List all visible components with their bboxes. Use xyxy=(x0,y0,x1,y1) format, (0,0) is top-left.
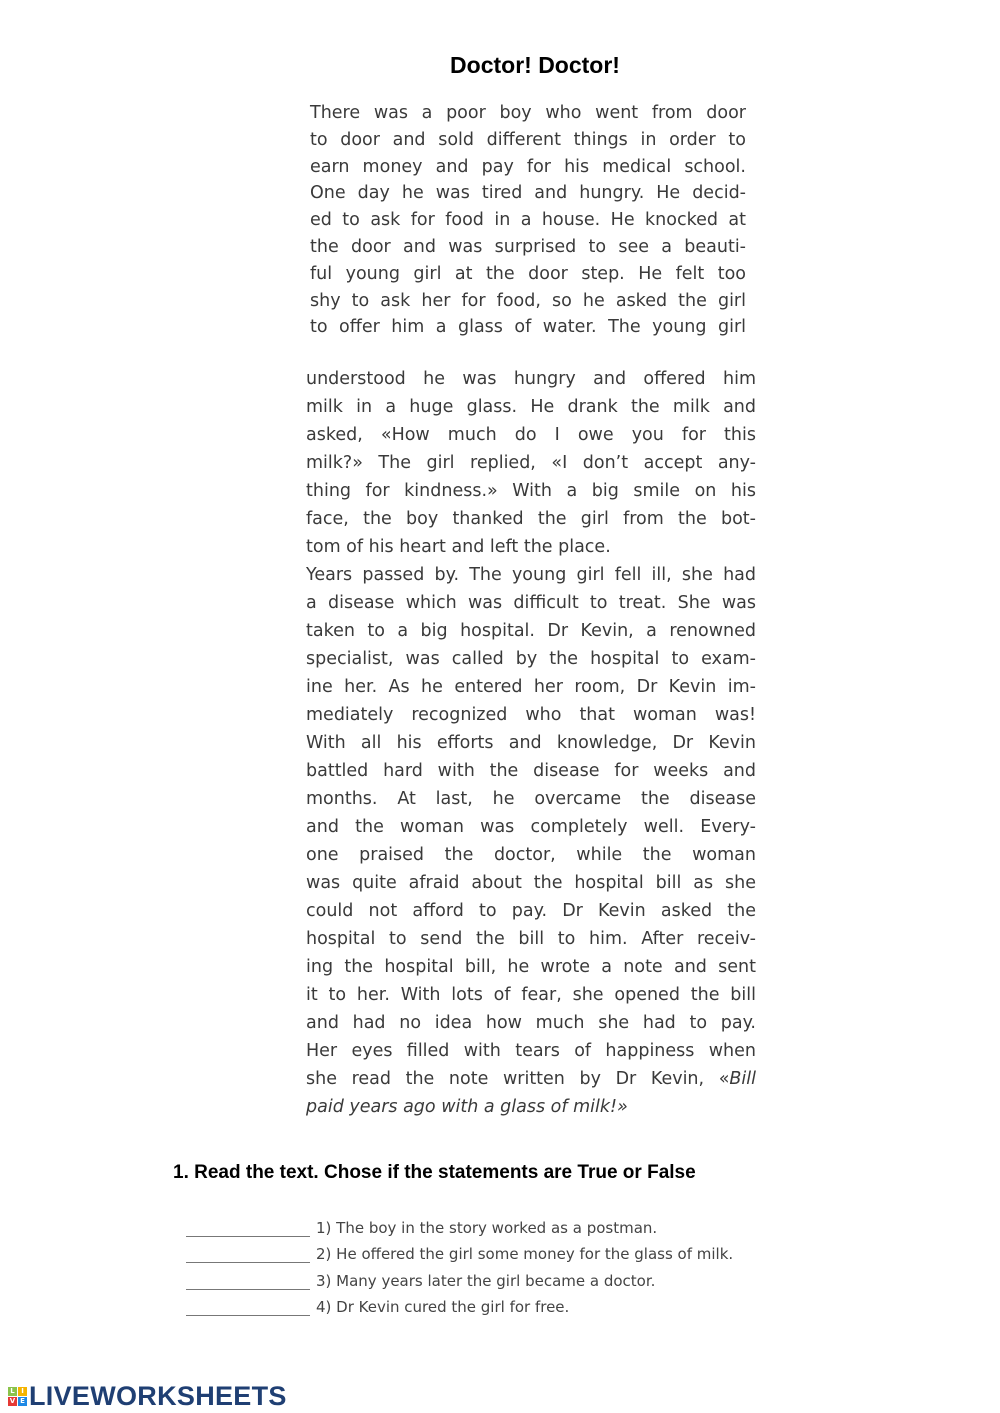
text-line: and had no idea how much she had to pay. xyxy=(306,1013,756,1033)
text-line: face, the boy thanked the girl from the bot- xyxy=(306,509,756,529)
text-line: ine her. As he entered her room, Dr Kevin im- xyxy=(306,677,756,697)
statement-text: 1) The boy in the story worked as a postman. xyxy=(316,1218,658,1237)
text-line: There was a poor boy who went from door xyxy=(310,103,746,123)
answer-input[interactable] xyxy=(186,1216,310,1237)
text-line: Years passed by. The young girl fell ill, she had xyxy=(306,565,756,585)
liveworksheets-logo xyxy=(8,1381,287,1412)
text-segment: she read the note written by Dr Kevin, « xyxy=(306,1069,730,1089)
logo-badge-letter: E xyxy=(18,1397,27,1406)
text-line: milk in a huge glass. He drank the milk and xyxy=(306,397,756,417)
text-line: understood he was hungry and offered him xyxy=(306,369,756,389)
text-line: asked, «How much do I owe you for this xyxy=(306,425,756,445)
text-line: could not afford to pay. Dr Kevin asked the xyxy=(306,901,756,921)
statement-item xyxy=(186,1237,733,1264)
statement-item xyxy=(186,1210,733,1237)
text-line: a disease which was difficult to treat. She was xyxy=(306,593,756,613)
text-line: months. At last, he overcame the disease xyxy=(306,789,756,809)
text-line: was quite afraid about the hospital bill as she xyxy=(306,873,756,893)
statement-text: 2) He offered the girl some money for the glass of milk. xyxy=(316,1245,734,1263)
statement-list xyxy=(186,1210,733,1316)
text-line: taken to a big hospital. Dr Kevin, a renowned xyxy=(306,621,756,641)
text-line: paid years ago with a glass of milk!» xyxy=(306,1097,628,1117)
text-line: specialist, was called by the hospital to exam- xyxy=(306,649,756,669)
logo-badge-letter: V xyxy=(9,1397,16,1405)
logo-badge-icon xyxy=(8,1387,27,1406)
logo-text: LIVEWORKSHEETS xyxy=(29,1381,287,1411)
text-line: One day he was tired and hungry. He decid- xyxy=(310,183,746,204)
text-line: hospital to send the bill to him. After receiv- xyxy=(306,929,756,949)
logo-badge-letter: I xyxy=(18,1387,27,1396)
answer-input[interactable] xyxy=(186,1242,310,1263)
text-line: ed to ask for food in a house. He knocked at xyxy=(310,210,746,231)
statement-text: 4) Dr Kevin cured the girl for free. xyxy=(316,1298,570,1316)
text-line: Her eyes filled with tears of happiness when xyxy=(306,1041,756,1061)
text-line: it to her. With lots of fear, she opened the bill xyxy=(306,985,756,1005)
text-line: shy to ask her for food, so he asked the girl xyxy=(310,290,746,311)
logo-badge-letter: L xyxy=(8,1387,17,1396)
italic-text: Bill xyxy=(729,1069,756,1089)
text-line: mediately recognized who that woman was! xyxy=(306,705,756,725)
text-line: ing the hospital bill, he wrote a note and sent xyxy=(306,957,756,977)
statement-item xyxy=(186,1290,733,1317)
statement-item xyxy=(186,1263,733,1290)
text-line: to offer him a glass of water. The young girl xyxy=(310,317,746,338)
story-paragraph-1 xyxy=(310,100,746,341)
text-line: one praised the doctor, while the woman xyxy=(306,845,756,865)
statement-text: 3) Many years later the girl became a doctor. xyxy=(316,1271,656,1290)
text-line: tom of his heart and left the place. xyxy=(306,537,611,557)
text-line: ful young girl at the door step. He felt too xyxy=(310,263,746,284)
answer-input[interactable] xyxy=(186,1295,310,1316)
text-line: thing for kindness.» With a big smile on his xyxy=(306,481,756,501)
story-paragraph-2 xyxy=(306,365,756,1121)
text-line: to door and sold different things in order to xyxy=(310,129,746,150)
text-line xyxy=(306,1065,756,1093)
text-line: battled hard with the disease for weeks and xyxy=(306,761,756,781)
text-line: and the woman was completely well. Every- xyxy=(306,817,756,837)
text-line: the door and was surprised to see a beauti- xyxy=(310,236,746,257)
question-heading: 1. Read the text. Chose if the statements are True or False xyxy=(173,1162,696,1183)
text-line: earn money and pay for his medical school. xyxy=(310,156,746,177)
answer-input[interactable] xyxy=(186,1269,310,1290)
page-title: Doctor! Doctor! xyxy=(450,52,620,78)
text-line: With all his efforts and knowledge, Dr Kevin xyxy=(306,733,756,753)
text-line: milk?» The girl replied, «I don’t accept any- xyxy=(306,453,756,473)
